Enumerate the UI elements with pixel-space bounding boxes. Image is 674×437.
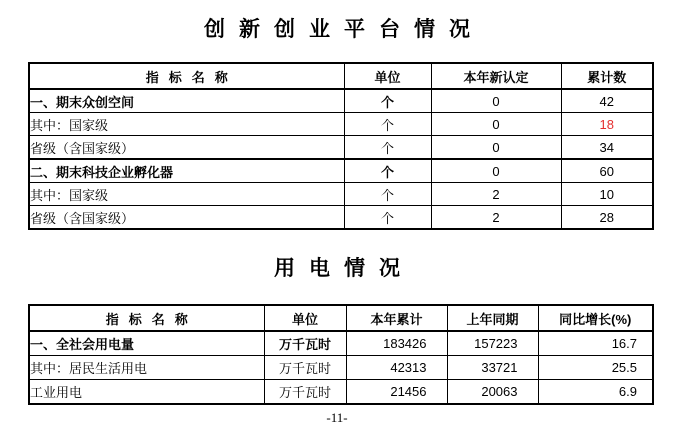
table1-header-new-count: 本年新认定 — [431, 63, 561, 89]
growth-rate-cell: 16.7 — [538, 331, 653, 356]
indicator-cell: 省级（含国家级） — [29, 136, 344, 160]
indicator-cell: 其中：国家级 — [29, 113, 344, 136]
unit-cell: 个 — [344, 136, 431, 160]
table1-header-row — [29, 63, 653, 89]
indicator-cell: 其中：居民生活用电 — [29, 356, 264, 380]
table-row — [29, 183, 653, 206]
total-cell-highlighted: 18 — [561, 113, 653, 136]
growth-rate-cell: 6.9 — [538, 380, 653, 405]
new-count-cell: 0 — [431, 159, 561, 183]
table-row — [29, 136, 653, 160]
current-total-cell: 42313 — [346, 356, 447, 380]
table-row — [29, 206, 653, 230]
table2-header-row — [29, 305, 653, 331]
table-row — [29, 356, 653, 380]
previous-period-cell: 20063 — [447, 380, 538, 405]
table1-header-unit: 单位 — [344, 63, 431, 89]
table2-header-growth: 同比增长(%) — [538, 305, 653, 331]
innovation-platform-table — [28, 62, 654, 230]
new-count-cell: 2 — [431, 183, 561, 206]
indicator-cell: 一、全社会用电量 — [29, 331, 264, 356]
unit-cell: 个 — [344, 159, 431, 183]
previous-period-cell: 157223 — [447, 331, 538, 356]
table2-header-current: 本年累计 — [346, 305, 447, 331]
total-cell: 60 — [561, 159, 653, 183]
table2-header-previous: 上年同期 — [447, 305, 538, 331]
indicator-cell: 一、期末众创空间 — [29, 89, 344, 113]
previous-period-cell: 33721 — [447, 356, 538, 380]
table-row — [29, 331, 653, 356]
table1-header-indicator: 指标名称 — [29, 63, 344, 89]
current-total-cell: 21456 — [346, 380, 447, 405]
indicator-cell: 其中：国家级 — [29, 183, 344, 206]
page-number: -11- — [326, 410, 348, 425]
table-row — [29, 89, 653, 113]
indicator-cell: 二、期末科技企业孵化器 — [29, 159, 344, 183]
current-total-cell: 183426 — [346, 331, 447, 356]
total-cell: 28 — [561, 206, 653, 230]
section1-title: 创新创业平台情况 — [204, 18, 484, 41]
section2-title: 用电情况 — [274, 257, 414, 280]
new-count-cell: 0 — [431, 89, 561, 113]
growth-rate-cell: 25.5 — [538, 356, 653, 380]
unit-cell: 个 — [344, 206, 431, 230]
total-cell: 10 — [561, 183, 653, 206]
total-cell: 34 — [561, 136, 653, 160]
new-count-cell: 2 — [431, 206, 561, 230]
indicator-cell: 省级（含国家级） — [29, 206, 344, 230]
unit-cell: 个 — [344, 89, 431, 113]
unit-cell: 万千瓦时 — [264, 356, 346, 380]
table-row — [29, 380, 653, 405]
table-row — [29, 159, 653, 183]
electricity-usage-table — [28, 304, 654, 405]
table1-header-total: 累计数 — [561, 63, 653, 89]
new-count-cell: 0 — [431, 136, 561, 160]
table-row — [29, 113, 653, 136]
total-cell: 42 — [561, 89, 653, 113]
unit-cell: 个 — [344, 113, 431, 136]
table2-header-indicator: 指标名称 — [29, 305, 264, 331]
unit-cell: 万千瓦时 — [264, 380, 346, 405]
indicator-cell: 工业用电 — [29, 380, 264, 405]
unit-cell: 个 — [344, 183, 431, 206]
unit-cell: 万千瓦时 — [264, 331, 346, 356]
table2-header-unit: 单位 — [264, 305, 346, 331]
new-count-cell: 0 — [431, 113, 561, 136]
